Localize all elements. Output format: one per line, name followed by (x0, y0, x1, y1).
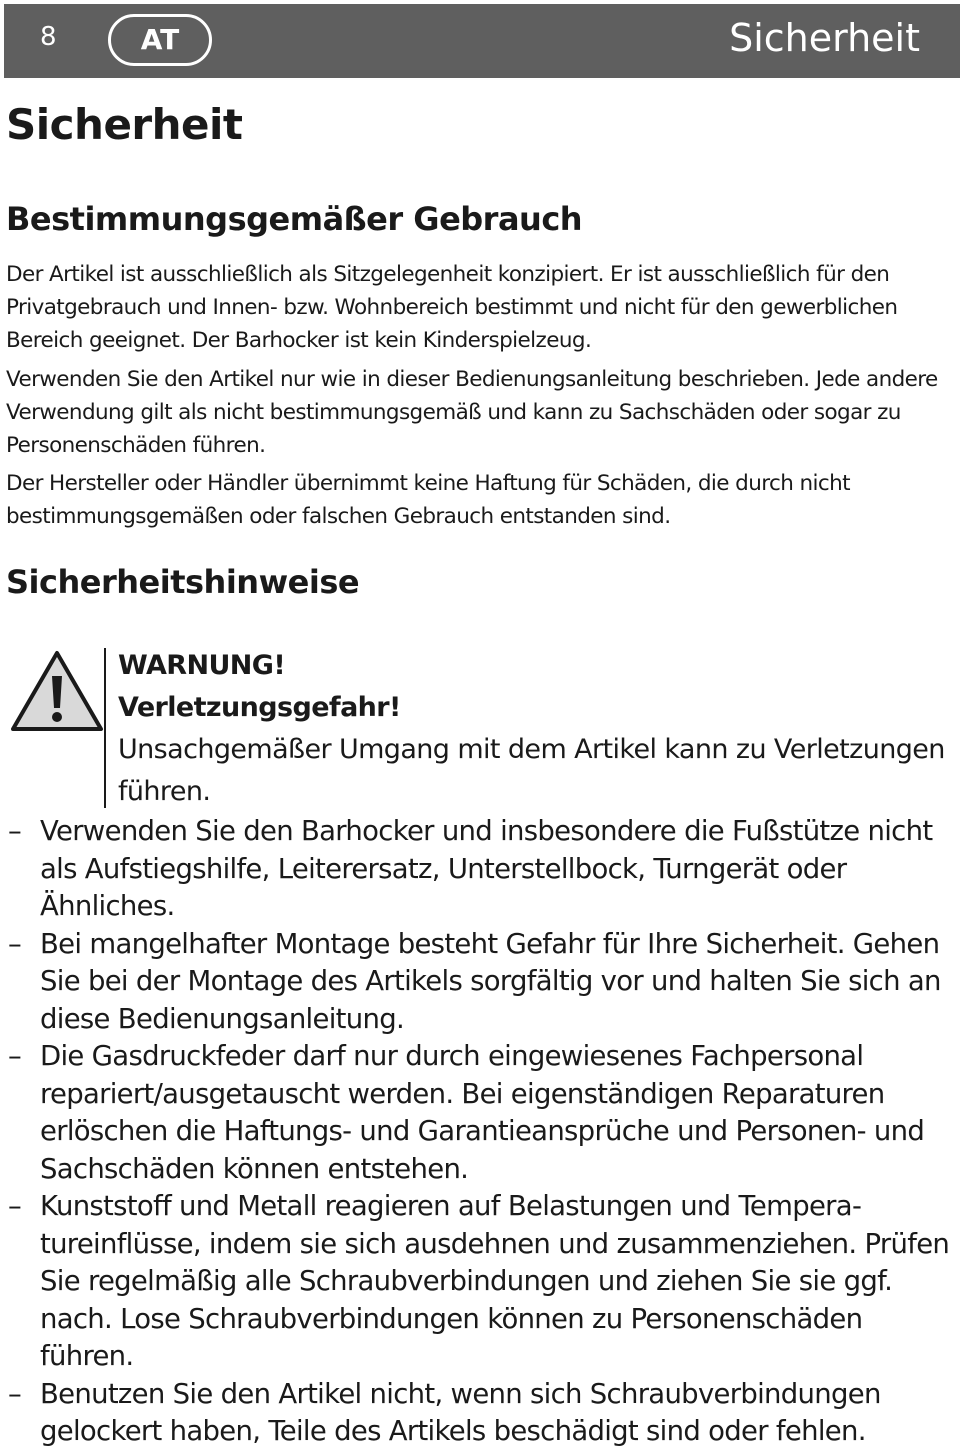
bullet-dash: – (8, 815, 22, 847)
safety-bullet-list (0, 813, 960, 1451)
intended-use-paragraph-2: Verwenden Sie den Artikel nur wie in dieser Bedienungsanleitung beschrieben. Jede andere Verwendung gilt als nicht bestimmungsgemäß und kann zu Sachschäden oder sogar zu Personenschäden führen. (6, 367, 938, 458)
bullet-text: Kunststoff und Metall reagieren auf Belastungen und Temperatureinflüsse, indem sie sich ausdehnen und zusammenziehen. Prüfen Sie regelmäßig alle Schraubverbindungen und ziehen Sie sie ggf. nach. Lose Schraubverbindungen können zu Personenschäden führen. (40, 1190, 950, 1372)
country-badge: AT (108, 14, 212, 66)
intended-use-heading: Bestimmungsgemäßer Gebrauch (6, 200, 583, 238)
page-header (4, 4, 960, 78)
warning-divider (104, 648, 106, 808)
bullet-text: Verwenden Sie den Barhocker und insbesondere die Fußstütze nicht als Aufstiegshilfe, Leiterersatz, Unterstellbock, Turngerät oder Ähnliches. (40, 815, 933, 922)
warning-subtitle: Verletzungsgefahr! (118, 692, 401, 723)
bullet-text: Benutzen Sie den Artikel nicht, wenn sich Schraubverbindungen gelockert haben, Teile des Artikels beschädigt sind oder fehlen. (40, 1377, 881, 1447)
warning-block (118, 645, 948, 813)
page-title: Sicherheit (6, 100, 243, 149)
list-item (0, 1038, 955, 1188)
page-number: 8 (40, 22, 57, 52)
list-item (0, 926, 955, 1039)
warning-label: WARNUNG! (118, 650, 286, 681)
safety-heading: Sicherheitshinweise (6, 563, 360, 601)
bullet-text: Bei mangelhafter Montage besteht Gefahr für Ihre Sicherheit. Gehen Sie bei der Montage des Artikels sorgfältig vor und halten Sie sich an diese Bedienungsanleitung. (40, 927, 941, 1035)
warning-text: Unsachgemäßer Umgang mit dem Artikel kann zu Verletzungen führen. (118, 734, 945, 807)
list-item (0, 1376, 955, 1451)
bullet-dash: – (8, 1040, 22, 1072)
bullet-dash: – (8, 1190, 22, 1222)
intended-use-paragraph-1: Der Artikel ist ausschließlich als Sitzgelegenheit konzipiert. Er ist ausschließlich für den Privatgebrauch und Innen- bzw. Wohnbereich bestimmt und nicht für den gewerblichen Bereich geeignet. Der Barhocker ist kein Kinderspielzeug. (6, 262, 898, 353)
warning-triangle-icon (10, 650, 104, 732)
list-item (0, 1188, 955, 1376)
bullet-text: Die Gasdruckfeder darf nur durch eingewiesenes Fachpersonal repariert/ausgetauscht werden. Bei eigenständigen Reparaturen erlöschen die Haftungs- und Garantieansprüche und Personen- und Sachschäden können entstehen. (40, 1040, 925, 1185)
list-item (0, 813, 955, 926)
intended-use-paragraph-3: Der Hersteller oder Händler übernimmt keine Haftung für Schäden, die durch nicht bestimmungsgemäßen oder falschen Gebrauch entstanden sind. (6, 471, 850, 529)
bullet-dash: – (8, 1377, 22, 1410)
bullet-dash: – (8, 927, 22, 960)
header-title: Sicherheit (729, 16, 920, 60)
